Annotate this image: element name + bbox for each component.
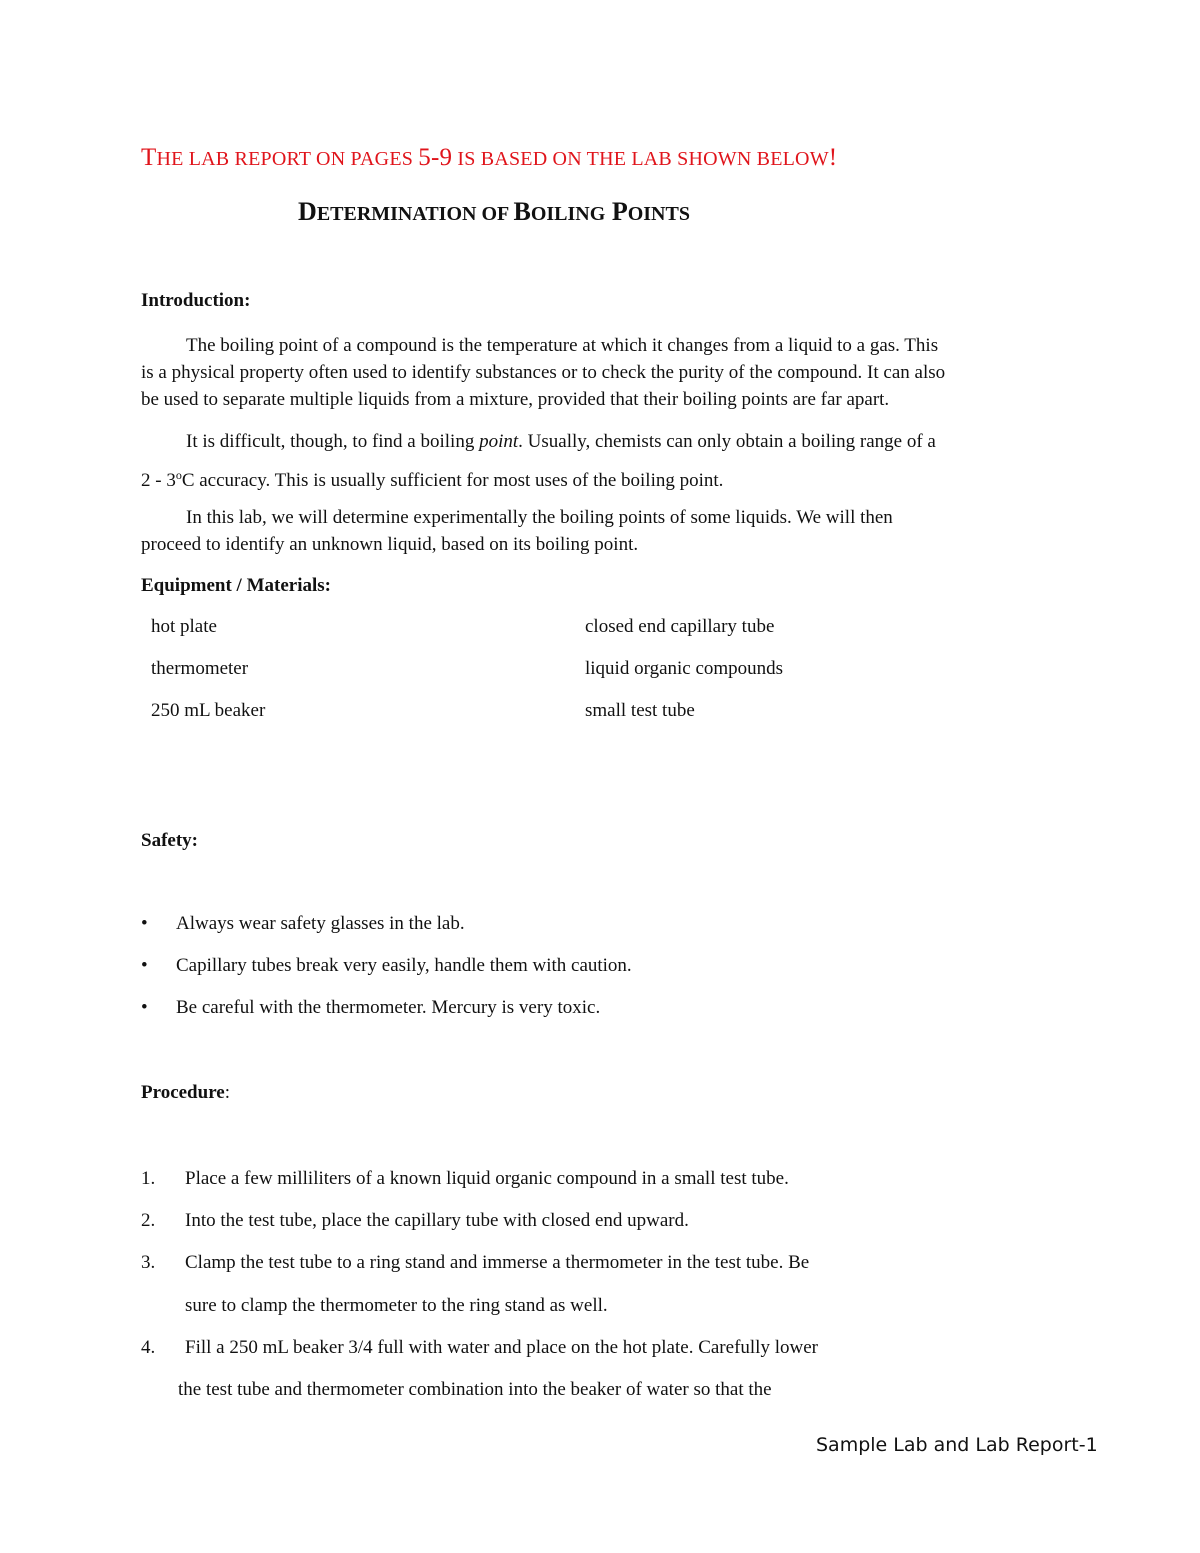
bullet-icon: • xyxy=(141,955,148,976)
procedure-heading: Procedure: xyxy=(141,1082,230,1103)
safety-item: • Capillary tubes break very easily, handle them with caution. xyxy=(141,955,632,976)
procedure-step: 3. Clamp the test tube to a ring stand and immerse a thermometer in the test tube. Be xyxy=(141,1252,810,1273)
procedure-step: 4. Fill a 250 mL beaker 3/4 full with water and place on the hot plate. Carefully lower xyxy=(141,1337,818,1358)
notice-initial: T xyxy=(141,144,157,171)
safety-heading: Safety: xyxy=(141,830,198,851)
equipment-item: closed end capillary tube xyxy=(585,616,775,637)
introduction-heading: Introduction: xyxy=(141,290,251,311)
procedure-step: 2. Into the test tube, place the capillary tube with closed end upward. xyxy=(141,1210,689,1231)
safety-item: • Be careful with the thermometer. Mercury is very toxic. xyxy=(141,997,601,1018)
intro-paragraph-2: It is difficult, though, to find a boiling point. Usually, chemists can only obtain a boiling range of a 2 - 3$^o$C accuracy. This is usually sufficient for most uses of the boiling point. xyxy=(141,431,936,491)
equipment-item: 250 mL beaker xyxy=(151,700,266,721)
page-footer: Sample Lab and Lab Report-1 xyxy=(816,1434,1098,1456)
intro-paragraph-3: In this lab, we will determine experimentally the boiling points of some liquids. We will then proceed to identify an unknown liquid, based on its boiling point. xyxy=(141,507,893,555)
procedure-step-continuation: sure to clamp the thermometer to the ring stand as well. xyxy=(185,1295,608,1316)
equipment-item: liquid organic compounds xyxy=(585,658,784,679)
procedure-step-continuation: the test tube and thermometer combination into the beaker of water so that the xyxy=(178,1379,772,1400)
equipment-heading: Equipment / Materials: xyxy=(141,575,331,596)
procedure-step: 1. Place a few milliliters of a known liquid organic compound in a small test tube. xyxy=(141,1168,789,1189)
notice-line xyxy=(141,144,837,172)
equipment-item: thermometer xyxy=(151,658,249,679)
safety-item: • Always wear safety glasses in the lab. xyxy=(141,913,465,934)
bullet-icon: • xyxy=(141,913,148,934)
equipment-item: hot plate xyxy=(151,616,217,637)
bullet-icon: • xyxy=(141,997,148,1018)
notice-text-rest: IS BASED ON THE LAB SHOWN BELOW xyxy=(452,148,829,170)
intro-paragraph-1: The boiling point of a compound is the temperature at which it changes from a liquid to a gas. This is a physical property often used to identify substances or to check the purity of the compound. It can also be used to separate multiple liquids from a mixture, provided that their boiling points are far apart. xyxy=(141,335,946,410)
document-title: DETERMINATION OF BOILING POINTS xyxy=(298,197,690,226)
equipment-item: small test tube xyxy=(585,700,695,721)
notice-text: HE LAB REPORT ON PAGES xyxy=(156,148,419,170)
notice-bang: ! xyxy=(828,144,838,171)
notice-pages: 5-9 xyxy=(418,144,453,171)
